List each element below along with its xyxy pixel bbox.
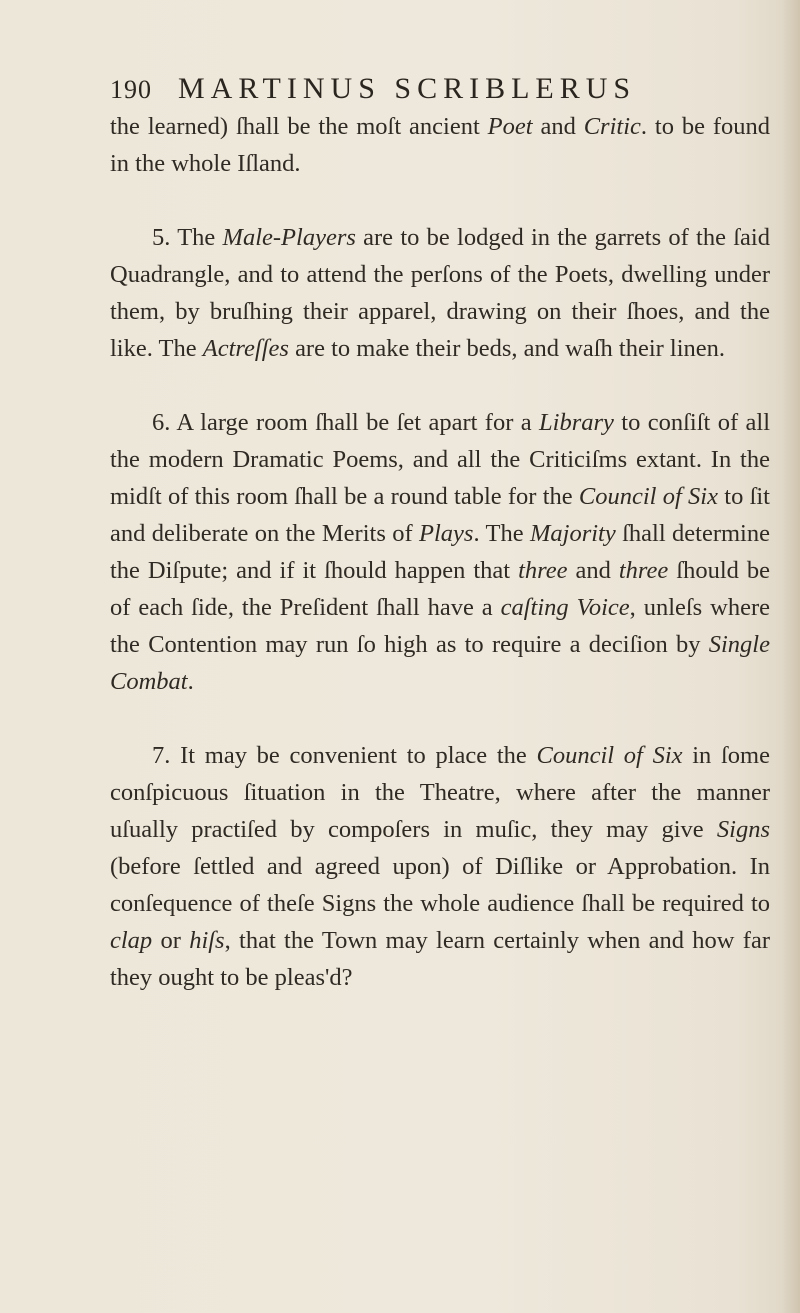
paragraph-7: 7. It may be convenient to place the Council of Six in ſome conſpicuous ſituation in the Theatre, where after the manner uſually practiſed by compoſers in muſic, they may give Signs (before ſettled and agreed upon) of Diſlike or Approbation. In conſequence of theſe Signs the whole audience ſhall be required to clap or hiſs, that the Town may learn certainly when and how far they ought to be pleas'd?: [110, 742, 770, 991]
paragraph-5: 5. The Male-Players are to be lodged in the garrets of the ſaid Quadrangle, and to attend the perſons of the Poets, dwelling under them, by bruſhing their apparel, drawing on their ſhoes, and the like. The Actreſſes are to make their beds, and waſh their linen.: [110, 224, 770, 362]
running-header: [110, 72, 710, 112]
paragraph-6: 6. A large room ſhall be ſet apart for a Library to conſiſt of all the modern Dramatic Poems, and all the Criticiſms extant. In the midſt of this room ſhall be a round table for the Council of Six to ſit and deliberate on the Merits of Plays. The Majority ſhall determine the Diſpute; and if it ſhould happen that three and three ſhould be of each ſide, the Preſident ſhall have a caſting Voice, unleſs where the Contention may run ſo high as to require a deciſion by Single Combat.: [110, 409, 770, 695]
paragraph-continuation: the learned) ſhall be the moſt ancient Poet and Critic. to be found in the whole Iſland.: [110, 113, 771, 177]
page-edge-shadow: [782, 0, 800, 1313]
page-body: [110, 108, 770, 996]
page-number: 190: [110, 75, 152, 104]
running-title: MARTINUS SCRIBLERUS: [178, 72, 637, 105]
